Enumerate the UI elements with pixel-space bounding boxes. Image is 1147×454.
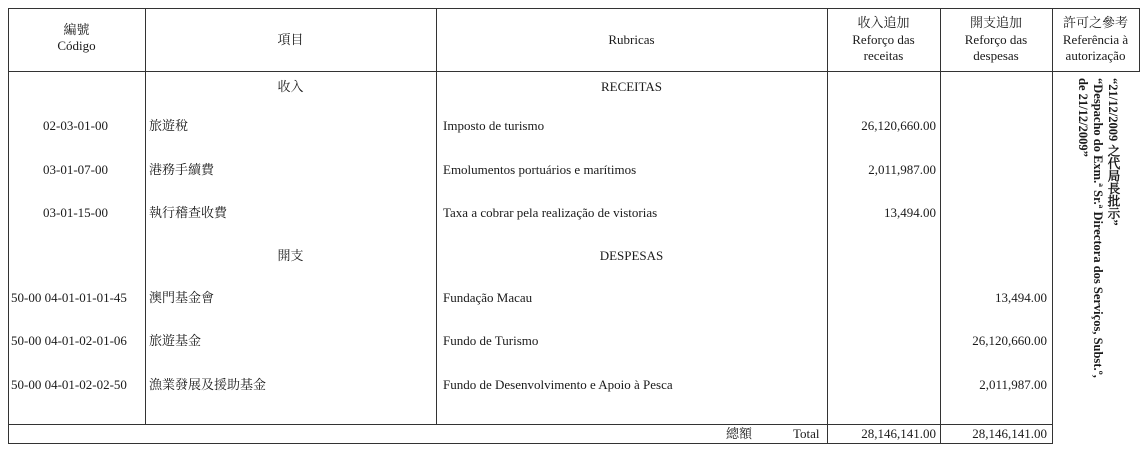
- column-divider-code: [145, 8, 146, 425]
- section-expense-pt: DESPESAS: [599, 248, 664, 263]
- row-rubric: Fundação Macau: [443, 290, 533, 305]
- table-bottom-border: [8, 443, 1053, 444]
- table-top-border: [8, 8, 1140, 9]
- reference-line-zh: “21/12/2009 之代局長批示”: [1106, 78, 1120, 226]
- row-rubric: Emolumentos portuários e marítimos: [443, 162, 637, 177]
- header-reference-pt-2: autorização: [1065, 48, 1126, 63]
- total-label-pt: Total: [793, 426, 820, 441]
- total-label-zh: 總額: [726, 426, 753, 441]
- header-code-zh: 編號: [63, 22, 90, 37]
- row-item: 澳門基金會: [149, 290, 215, 305]
- authorization-reference: [1062, 78, 1120, 438]
- header-reference-pt-1: Referência à: [1062, 32, 1129, 47]
- column-divider-rubric: [827, 8, 828, 444]
- header-expense-zh: 開支追加: [969, 15, 1022, 30]
- row-code: 02-03-01-00: [43, 118, 108, 133]
- reference-line-pt-1: “Despacho do Exm.ª Sr.ª Directora dos Serviços, Subst.º,: [1091, 78, 1105, 378]
- row-code: 50-00 04-01-01-01-45: [11, 290, 127, 305]
- row-rubric: Fundo de Turismo: [443, 333, 539, 348]
- row-item: 執行稽查收費: [149, 205, 228, 220]
- row-expense: 13,494.00: [995, 290, 1047, 305]
- table-right-border: [1139, 8, 1140, 72]
- header-revenue-zh: 收入追加: [857, 15, 910, 30]
- row-expense: 2,011,987.00: [979, 377, 1047, 392]
- row-item: 旅遊基金: [149, 333, 202, 348]
- row-rubric: Imposto de turismo: [443, 118, 545, 133]
- row-code: 50-00 04-01-02-02-50: [11, 377, 127, 392]
- row-expense: 26,120,660.00: [972, 333, 1047, 348]
- header-expense-pt-1: Reforço das: [964, 32, 1028, 47]
- row-code: 03-01-15-00: [43, 205, 108, 220]
- row-item: 漁業發展及援助基金: [149, 377, 267, 392]
- total-row-top-border: [8, 424, 1053, 425]
- column-divider-item: [436, 8, 437, 425]
- row-rubric: Fundo de Desenvolvimento e Apoio à Pesca: [443, 377, 673, 392]
- reference-line-pt-2: de 21/12/2009”: [1076, 78, 1090, 157]
- row-code: 03-01-07-00: [43, 162, 108, 177]
- header-code-pt: Código: [57, 38, 96, 53]
- row-code: 50-00 04-01-02-01-06: [11, 333, 127, 348]
- header-expense-pt-2: despesas: [973, 48, 1019, 63]
- header-revenue-pt-1: Reforço das: [852, 32, 915, 47]
- row-item: 旅遊稅: [149, 118, 189, 133]
- header-revenue-pt-2: receitas: [863, 48, 904, 63]
- row-item: 港務手續費: [149, 162, 215, 177]
- row-revenue: 2,011,987.00: [868, 162, 936, 177]
- row-revenue: 26,120,660.00: [861, 118, 936, 133]
- row-revenue: 13,494.00: [884, 205, 936, 220]
- header-rubric: Rubricas: [608, 32, 655, 47]
- header-separator: [8, 71, 1140, 72]
- header-item: 項目: [277, 32, 304, 47]
- total-revenue: 28,146,141.00: [861, 426, 936, 441]
- section-revenue-pt: RECEITAS: [600, 79, 663, 94]
- section-revenue-zh: 收入: [277, 79, 304, 94]
- header-reference-zh: 許可之參考: [1062, 15, 1128, 30]
- column-divider-expense: [1052, 8, 1053, 444]
- section-expense-zh: 開支: [277, 248, 304, 263]
- row-rubric: Taxa a cobrar pela realização de vistorias: [443, 205, 658, 220]
- column-divider-revenue: [940, 8, 941, 444]
- total-expense: 28,146,141.00: [972, 426, 1047, 441]
- table-left-border: [8, 8, 9, 444]
